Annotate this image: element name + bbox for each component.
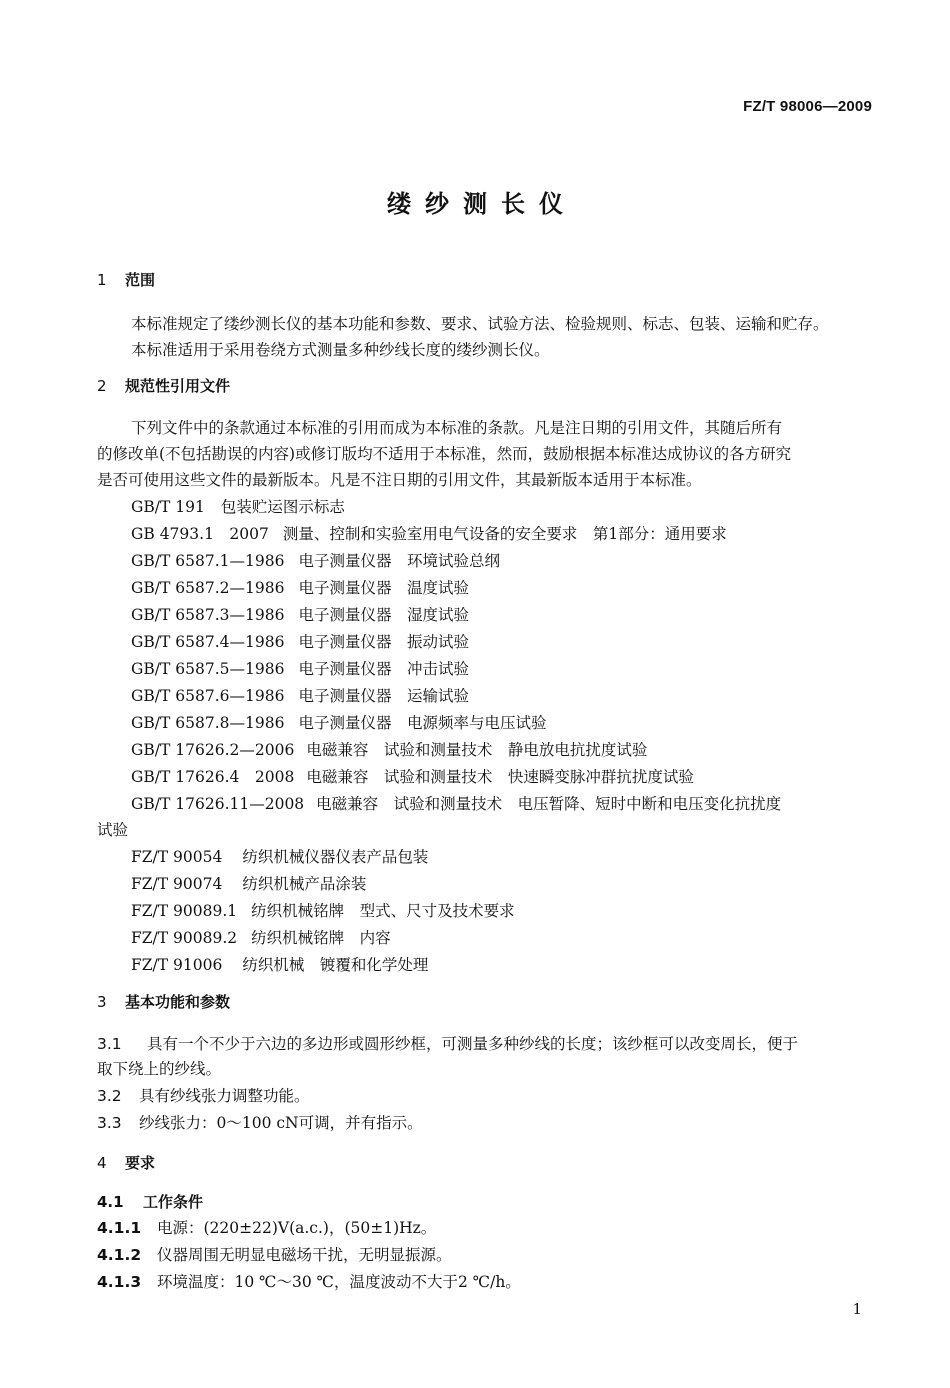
reference-title: 纺织机械铭牌 型式、尺寸及技术要求 xyxy=(251,902,515,920)
paragraph-line: 的修改单(不包括勘误的内容)或修订版均不适用于本标准，然而，鼓励根据本标准达成协议的各方研究 xyxy=(97,445,792,463)
reference-item xyxy=(131,632,469,652)
reference-item xyxy=(131,497,345,517)
subsection-title: 工作条件 xyxy=(143,1193,204,1211)
reference-item xyxy=(131,928,391,948)
section-1-heading xyxy=(97,270,155,290)
reference-item xyxy=(131,874,366,894)
reference-code: GB/T 6587.5—1986 xyxy=(131,660,285,678)
clause-continuation: 取下绕上的纱线。 xyxy=(97,1060,222,1078)
reference-title: 纺织机械仪器仪表产品包装 xyxy=(242,848,429,866)
clause-4-1-2 xyxy=(97,1245,452,1265)
paragraph-line: 下列文件中的条款通过本标准的引用而成为本标准的条款。凡是注日期的引用文件，其随后所有 xyxy=(131,419,783,437)
reference-title: 电子测量仪器 运输试验 xyxy=(298,687,469,705)
reference-title: 电子测量仪器 振动试验 xyxy=(298,633,469,651)
section-title: 规范性引用文件 xyxy=(125,377,231,395)
clause-number: 3.2 xyxy=(97,1087,122,1105)
reference-item xyxy=(131,659,469,679)
reference-item xyxy=(131,767,694,787)
clause-number: 4.1.2 xyxy=(97,1246,142,1264)
standard-code: FZ/T 98006—2009 xyxy=(743,98,872,115)
reference-item xyxy=(131,955,428,975)
section-number: 2 xyxy=(97,377,107,395)
reference-title: 电磁兼容 试验和测量技术 快速瞬变脉冲群抗扰度试验 xyxy=(306,768,694,786)
reference-item xyxy=(131,901,515,921)
reference-code: GB/T 6587.6—1986 xyxy=(131,687,285,705)
clause-number: 4.1.1 xyxy=(97,1219,142,1237)
paragraph: 本标准规定了缕纱测长仪的基本功能和参数、要求、试验方法、检验规则、标志、包装、运输和贮存。 xyxy=(131,315,829,333)
subsection-number: 4.1 xyxy=(97,1193,124,1211)
clause-text: 具有一个不少于六边的多边形或圆形纱框，可测量多种纱线的长度；该纱框可以改变周长，便于 xyxy=(147,1035,799,1053)
reference-code: FZ/T 90089.2 xyxy=(131,929,238,947)
reference-code: GB/T 6587.2—1986 xyxy=(131,579,285,597)
clause-text: 电源：(220±22)V(a.c.)，(50±1)Hz。 xyxy=(157,1219,437,1237)
reference-code: GB/T 17626.11—2008 xyxy=(131,795,305,813)
page-number: 1 xyxy=(852,1300,862,1318)
reference-code: GB/T 6587.3—1986 xyxy=(131,606,285,624)
reference-code: GB 4793.1 2007 xyxy=(131,525,269,543)
paragraph: 本标准适用于采用卷绕方式测量多种纱线长度的缕纱测长仪。 xyxy=(131,341,550,359)
subsection-4-1-heading xyxy=(97,1192,203,1212)
paragraph-line: 是否可使用这些文件的最新版本。凡是不注日期的引用文件，其最新版本适用于本标准。 xyxy=(97,471,702,489)
reference-code: GB/T 17626.4 2008 xyxy=(131,768,295,786)
clause-number: 4.1.3 xyxy=(97,1273,142,1291)
reference-title: 包装贮运图示标志 xyxy=(220,498,345,516)
reference-title: 电子测量仪器 冲击试验 xyxy=(298,660,469,678)
reference-code: GB/T 6587.4—1986 xyxy=(131,633,285,651)
reference-item xyxy=(131,551,500,571)
clause-3-3 xyxy=(97,1113,423,1133)
reference-title: 电子测量仪器 电源频率与电压试验 xyxy=(298,714,547,732)
reference-title: 纺织机械铭牌 内容 xyxy=(251,929,391,947)
reference-code: FZ/T 91006 xyxy=(131,956,223,974)
document-title: 缕纱测长仪 xyxy=(387,190,577,218)
section-2-heading xyxy=(97,376,230,396)
reference-title: 电子测量仪器 湿度试验 xyxy=(298,606,469,624)
reference-item xyxy=(131,740,647,760)
reference-title: 电磁兼容 试验和测量技术 电压暂降、短时中断和电压变化抗扰度 xyxy=(316,795,782,813)
reference-title: 纺织机械 镀覆和化学处理 xyxy=(242,956,429,974)
section-4-heading xyxy=(97,1153,155,1173)
reference-item xyxy=(131,605,469,625)
reference-code: FZ/T 90074 xyxy=(131,875,223,893)
reference-continuation: 试验 xyxy=(97,821,129,839)
reference-item xyxy=(131,524,727,544)
clause-text: 具有纱线张力调整功能。 xyxy=(139,1087,310,1105)
reference-title: 电子测量仪器 温度试验 xyxy=(298,579,469,597)
clause-4-1-3 xyxy=(97,1272,521,1292)
clause-text: 环境温度：10 ℃～30 ℃，温度波动不大于2 ℃/h。 xyxy=(157,1273,521,1291)
section-number: 3 xyxy=(97,993,107,1011)
section-number: 1 xyxy=(97,271,107,289)
reference-item xyxy=(131,578,469,598)
reference-item xyxy=(131,686,469,706)
reference-item xyxy=(131,713,546,733)
reference-item xyxy=(131,847,428,867)
clause-4-1-1 xyxy=(97,1218,436,1238)
section-title: 基本功能和参数 xyxy=(125,993,231,1011)
clause-number: 3.1 xyxy=(97,1035,122,1053)
reference-item xyxy=(131,794,781,814)
reference-code: FZ/T 90089.1 xyxy=(131,902,238,920)
section-number: 4 xyxy=(97,1154,107,1172)
clause-3-1 xyxy=(97,1034,798,1054)
section-3-heading xyxy=(97,992,230,1012)
reference-code: GB/T 17626.2—2006 xyxy=(131,741,295,759)
clause-number: 3.3 xyxy=(97,1114,122,1132)
reference-code: GB/T 6587.8—1986 xyxy=(131,714,285,732)
reference-title: 电磁兼容 试验和测量技术 静电放电抗扰度试验 xyxy=(306,741,648,759)
section-title: 要求 xyxy=(125,1154,156,1172)
clause-text: 仪器周围无明显电磁场干扰，无明显振源。 xyxy=(157,1246,452,1264)
clause-3-2 xyxy=(97,1086,310,1106)
reference-code: GB/T 191 xyxy=(131,498,205,516)
section-title: 范围 xyxy=(125,271,156,289)
reference-title: 电子测量仪器 环境试验总纲 xyxy=(298,552,500,570)
reference-title: 纺织机械产品涂装 xyxy=(242,875,367,893)
reference-code: GB/T 6587.1—1986 xyxy=(131,552,285,570)
reference-code: FZ/T 90054 xyxy=(131,848,223,866)
clause-text: 纱线张力：0～100 cN可调，并有指示。 xyxy=(139,1114,423,1132)
reference-title: 测量、控制和实验室用电气设备的安全要求 第1部分：通用要求 xyxy=(282,525,727,543)
